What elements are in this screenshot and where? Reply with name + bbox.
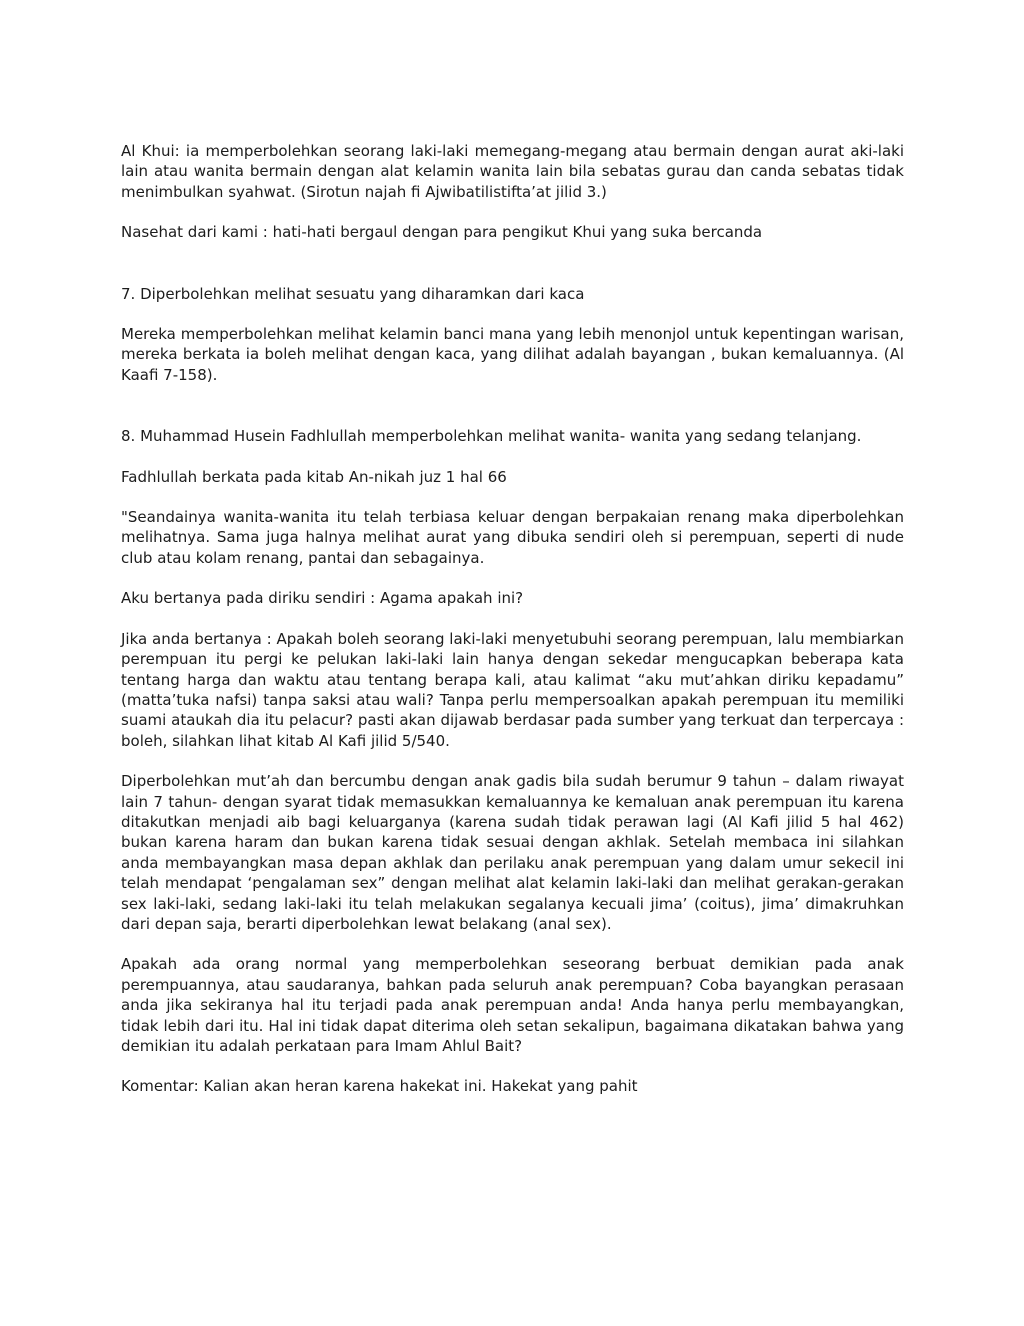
paragraph-komentar: Komentar: Kalian akan heran karena hakekat ini. Hakekat yang pahit	[121, 1077, 638, 1096]
section-heading-8: 8. Muhammad Husein Fadhlullah memperbolehkan melihat wanita- wanita yang sedang telanjang.	[121, 427, 862, 446]
paragraph-nasehat: Nasehat dari kami : hati-hati bergaul dengan para pengikut Khui yang suka bercanda	[121, 223, 763, 242]
paragraph-apakah-ada: Apakah ada orang normal yang memperbolehkan seseorang berbuat demikian pada anak perempuannya, atau saudaranya, bahkan pada seluruh anak perempuan? Coba bayangkan perasaan anda jika sekiranya hal itu terjadi pada anak perempuan anda! Anda hanya perlu membayangkan, tidak lebih dari itu. Hal ini tidak dapat diterima oleh setan sekalipun, bagaimana dikatakan bahwa yang demikian itu adalah perkataan para Imam Ahlul Bait?	[121, 955, 904, 1055]
document-page	[121, 141, 904, 1117]
paragraph-mereka: Mereka memperbolehkan melihat kelamin banci mana yang lebih menonjol untuk kepentingan warisan, mereka berkata ia boleh melihat dengan kaca, yang dilihat adalah bayangan , bukan kemaluannya. (Al Kaafi 7-158).	[121, 325, 904, 384]
paragraph-diperbolehkan-mutah: Diperbolehkan mut’ah dan bercumbu dengan anak gadis bila sudah berumur 9 tahun – dalam riwayat lain 7 tahun- dengan syarat tidak memasukkan kemaluannya ke kemaluan anak perempuan itu karena ditakutkan menjadi aib bagi keluarganya (karena sudah tidak perawan lagi (Al Kafi jilid 5 hal 462) bukan karena haram dan bukan karena tidak sesuai dengan akhlak. Setelah membaca ini silahkan anda membayangkan masa depan akhlak dan perilaku anak perempuan yang dalam umur sekecil ini telah mendapat ‘pengalaman sex” dengan melihat alat kelamin laki-laki dan melihat gerakan-gerakan sex laki-laki, sedang laki-laki itu telah melakukan segalanya kecuali jima’ (coitus), jima’ dimakruhkan dari depan saja, berarti diperbolehkan lewat belakang (anal sex).	[121, 772, 904, 933]
paragraph-al-khui: Al Khui: ia memperbolehkan seorang laki-laki memegang-megang atau bermain dengan aurat aki-laki lain atau wanita bermain dengan alat kelamin wanita lain bila sebatas gurau dan canda sebatas tidak menimbulkan syahwat. (Sirotun najah fi Ajwibatilistifta’at jilid 3.)	[121, 142, 904, 201]
paragraph-quote-seandainya: "Seandainya wanita-wanita itu telah terbiasa keluar dengan berpakaian renang maka diperbolehkan melihatnya. Sama juga halnya melihat aurat yang dibuka sendiri oleh si perempuan, seperti di nude club atau kolam renang, pantai dan sebagainya.	[121, 508, 904, 567]
section-heading-7: 7. Diperbolehkan melihat sesuatu yang diharamkan dari kaca	[121, 284, 585, 303]
paragraph-jika-anda: Jika anda bertanya : Apakah boleh seorang laki-laki menyetubuhi seorang perempuan, lalu membiarkan perempuan itu pergi ke pelukan laki-laki lain hanya dengan sekedar mengucapkan beberapa kata tentang harga dan waktu atau tentang berapa kali, atau kalimat “aku mut’ahkan diriku kepadamu” (matta’tuka nafsi) tanpa saksi atau wali? Tanpa perlu mempersoalkan apakah perempuan itu memiliki suami ataukah dia itu pelacur? pasti akan dijawab berdasar pada sumber yang terkuat dan terpercaya : boleh, silahkan lihat kitab Al Kafi jilid 5/540.	[121, 629, 904, 750]
paragraph-aku-bertanya: Aku bertanya pada diriku sendiri : Agama apakah ini?	[121, 589, 524, 608]
paragraph-fadhlullah: Fadhlullah berkata pada kitab An-nikah juz 1 hal 66	[121, 467, 507, 486]
